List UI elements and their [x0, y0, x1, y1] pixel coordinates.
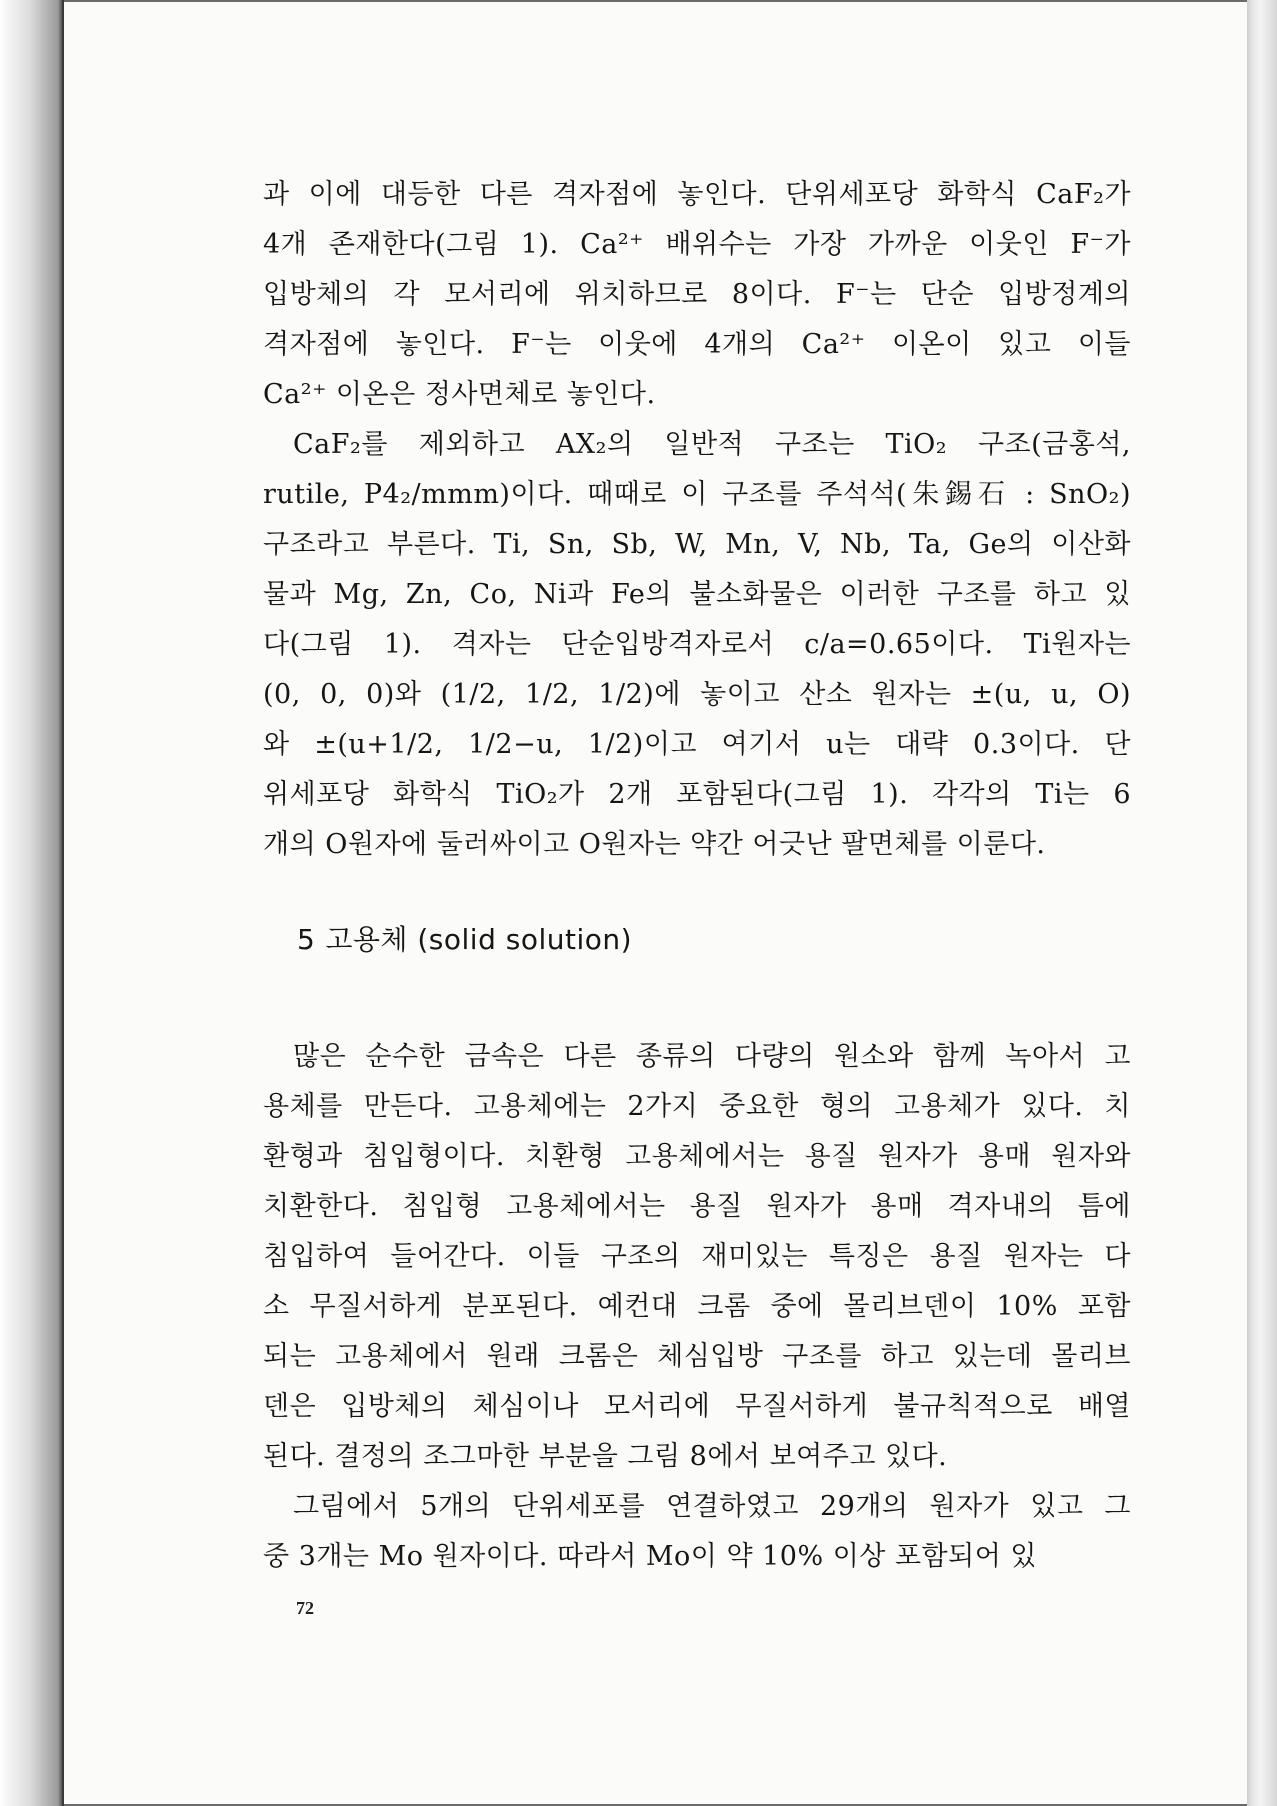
text-line: 그림에서 5개의 단위세포를 연결하였고 29개의 원자가 있고 그	[293, 1491, 1131, 1522]
paragraph	[263, 1032, 1131, 1482]
text-line: 중 3개는 Mo 원자이다. 따라서 Mo이 약 10% 이상 포함되어 있	[263, 1541, 1037, 1572]
section-number: 5	[297, 923, 316, 956]
text-line: 치환한다. 침입형 고용체에서는 용질 원자가 용매 격자내의 틈에	[263, 1191, 1131, 1222]
body-text-upper	[263, 170, 1131, 870]
paragraph	[263, 420, 1131, 870]
text-line: 입방체의 각 모서리에 위치하므로 8이다. F⁻는 단순 입방정계의	[263, 279, 1131, 310]
page-content	[263, 170, 1131, 1582]
text-line: 용체를 만든다. 고용체에는 2가지 중요한 형의 고용체가 있다. 치	[263, 1091, 1131, 1122]
page-edge	[1247, 0, 1277, 1806]
text-line: 덴은 입방체의 체심이나 모서리에 무질서하게 불규칙적으로 배열	[263, 1391, 1131, 1422]
page-number: 72	[296, 1598, 314, 1618]
text-line: 격자점에 놓인다. F⁻는 이웃에 4개의 Ca²⁺ 이온이 있고 이들	[263, 329, 1131, 360]
text-line: (0, 0, 0)와 (1/2, 1/2, 1/2)에 놓이고 산소 원자는 ±(u, u, O)	[263, 679, 1131, 710]
text-line: 개의 O원자에 둘러싸이고 O원자는 약간 어긋난 팔면체를 이룬다.	[263, 829, 1046, 860]
text-line: 구조라고 부른다. Ti, Sn, Sb, W, Mn, V, Nb, Ta, Ge의 이산화	[263, 529, 1131, 560]
section-heading	[297, 920, 1131, 960]
text-line: 물과 Mg, Zn, Co, Ni과 Fe의 불소화물은 이러한 구조를 하고 있	[263, 579, 1131, 610]
paragraph	[263, 1482, 1131, 1582]
text-line: Ca²⁺ 이온은 정사면체로 놓인다.	[263, 379, 656, 410]
text-line: 4개 존재한다(그림 1). Ca²⁺ 배위수는 가장 가까운 이웃인 F⁻가	[263, 229, 1131, 260]
text-line: 된다. 결정의 조그마한 부분을 그림 8에서 보여주고 있다.	[263, 1441, 948, 1472]
text-line: 위세포당 화학식 TiO₂가 2개 포함된다(그림 1). 각각의 Ti는 6	[263, 779, 1131, 810]
text-line: 환형과 침입형이다. 치환형 고용체에서는 용질 원자가 용매 원자와	[263, 1141, 1131, 1172]
text-line: 되는 고용체에서 원래 크롬은 체심입방 구조를 하고 있는데 몰리브	[263, 1341, 1131, 1372]
text-line: CaF₂를 제외하고 AX₂의 일반적 구조는 TiO₂ 구조(금홍석,	[293, 429, 1131, 460]
text-line: 소 무질서하게 분포된다. 예컨대 크롬 중에 몰리브덴이 10% 포함	[263, 1291, 1131, 1322]
text-line: 와 ±(u+1/2, 1/2−u, 1/2)이고 여기서 u는 대략 0.3이다. 단	[263, 729, 1131, 760]
body-text-lower	[263, 1032, 1131, 1582]
section-title: 고용체 (solid solution)	[325, 923, 633, 956]
text-line: rutile, P4₂/mmm)이다. 때때로 이 구조를 주석석(朱錫石 : SnO₂)	[263, 479, 1131, 510]
paragraph	[263, 170, 1131, 420]
text-line: 과 이에 대등한 다른 격자점에 놓인다. 단위세포당 화학식 CaF₂가	[263, 179, 1131, 210]
text-line: 많은 순수한 금속은 다른 종류의 다량의 원소와 함께 녹아서 고	[293, 1041, 1131, 1072]
text-line: 침입하여 들어간다. 이들 구조의 재미있는 특징은 용질 원자는 다	[263, 1241, 1131, 1272]
text-line: 다(그림 1). 격자는 단순입방격자로서 c/a=0.65이다. Ti원자는	[263, 629, 1131, 660]
book-spine-shadow	[0, 0, 62, 1806]
